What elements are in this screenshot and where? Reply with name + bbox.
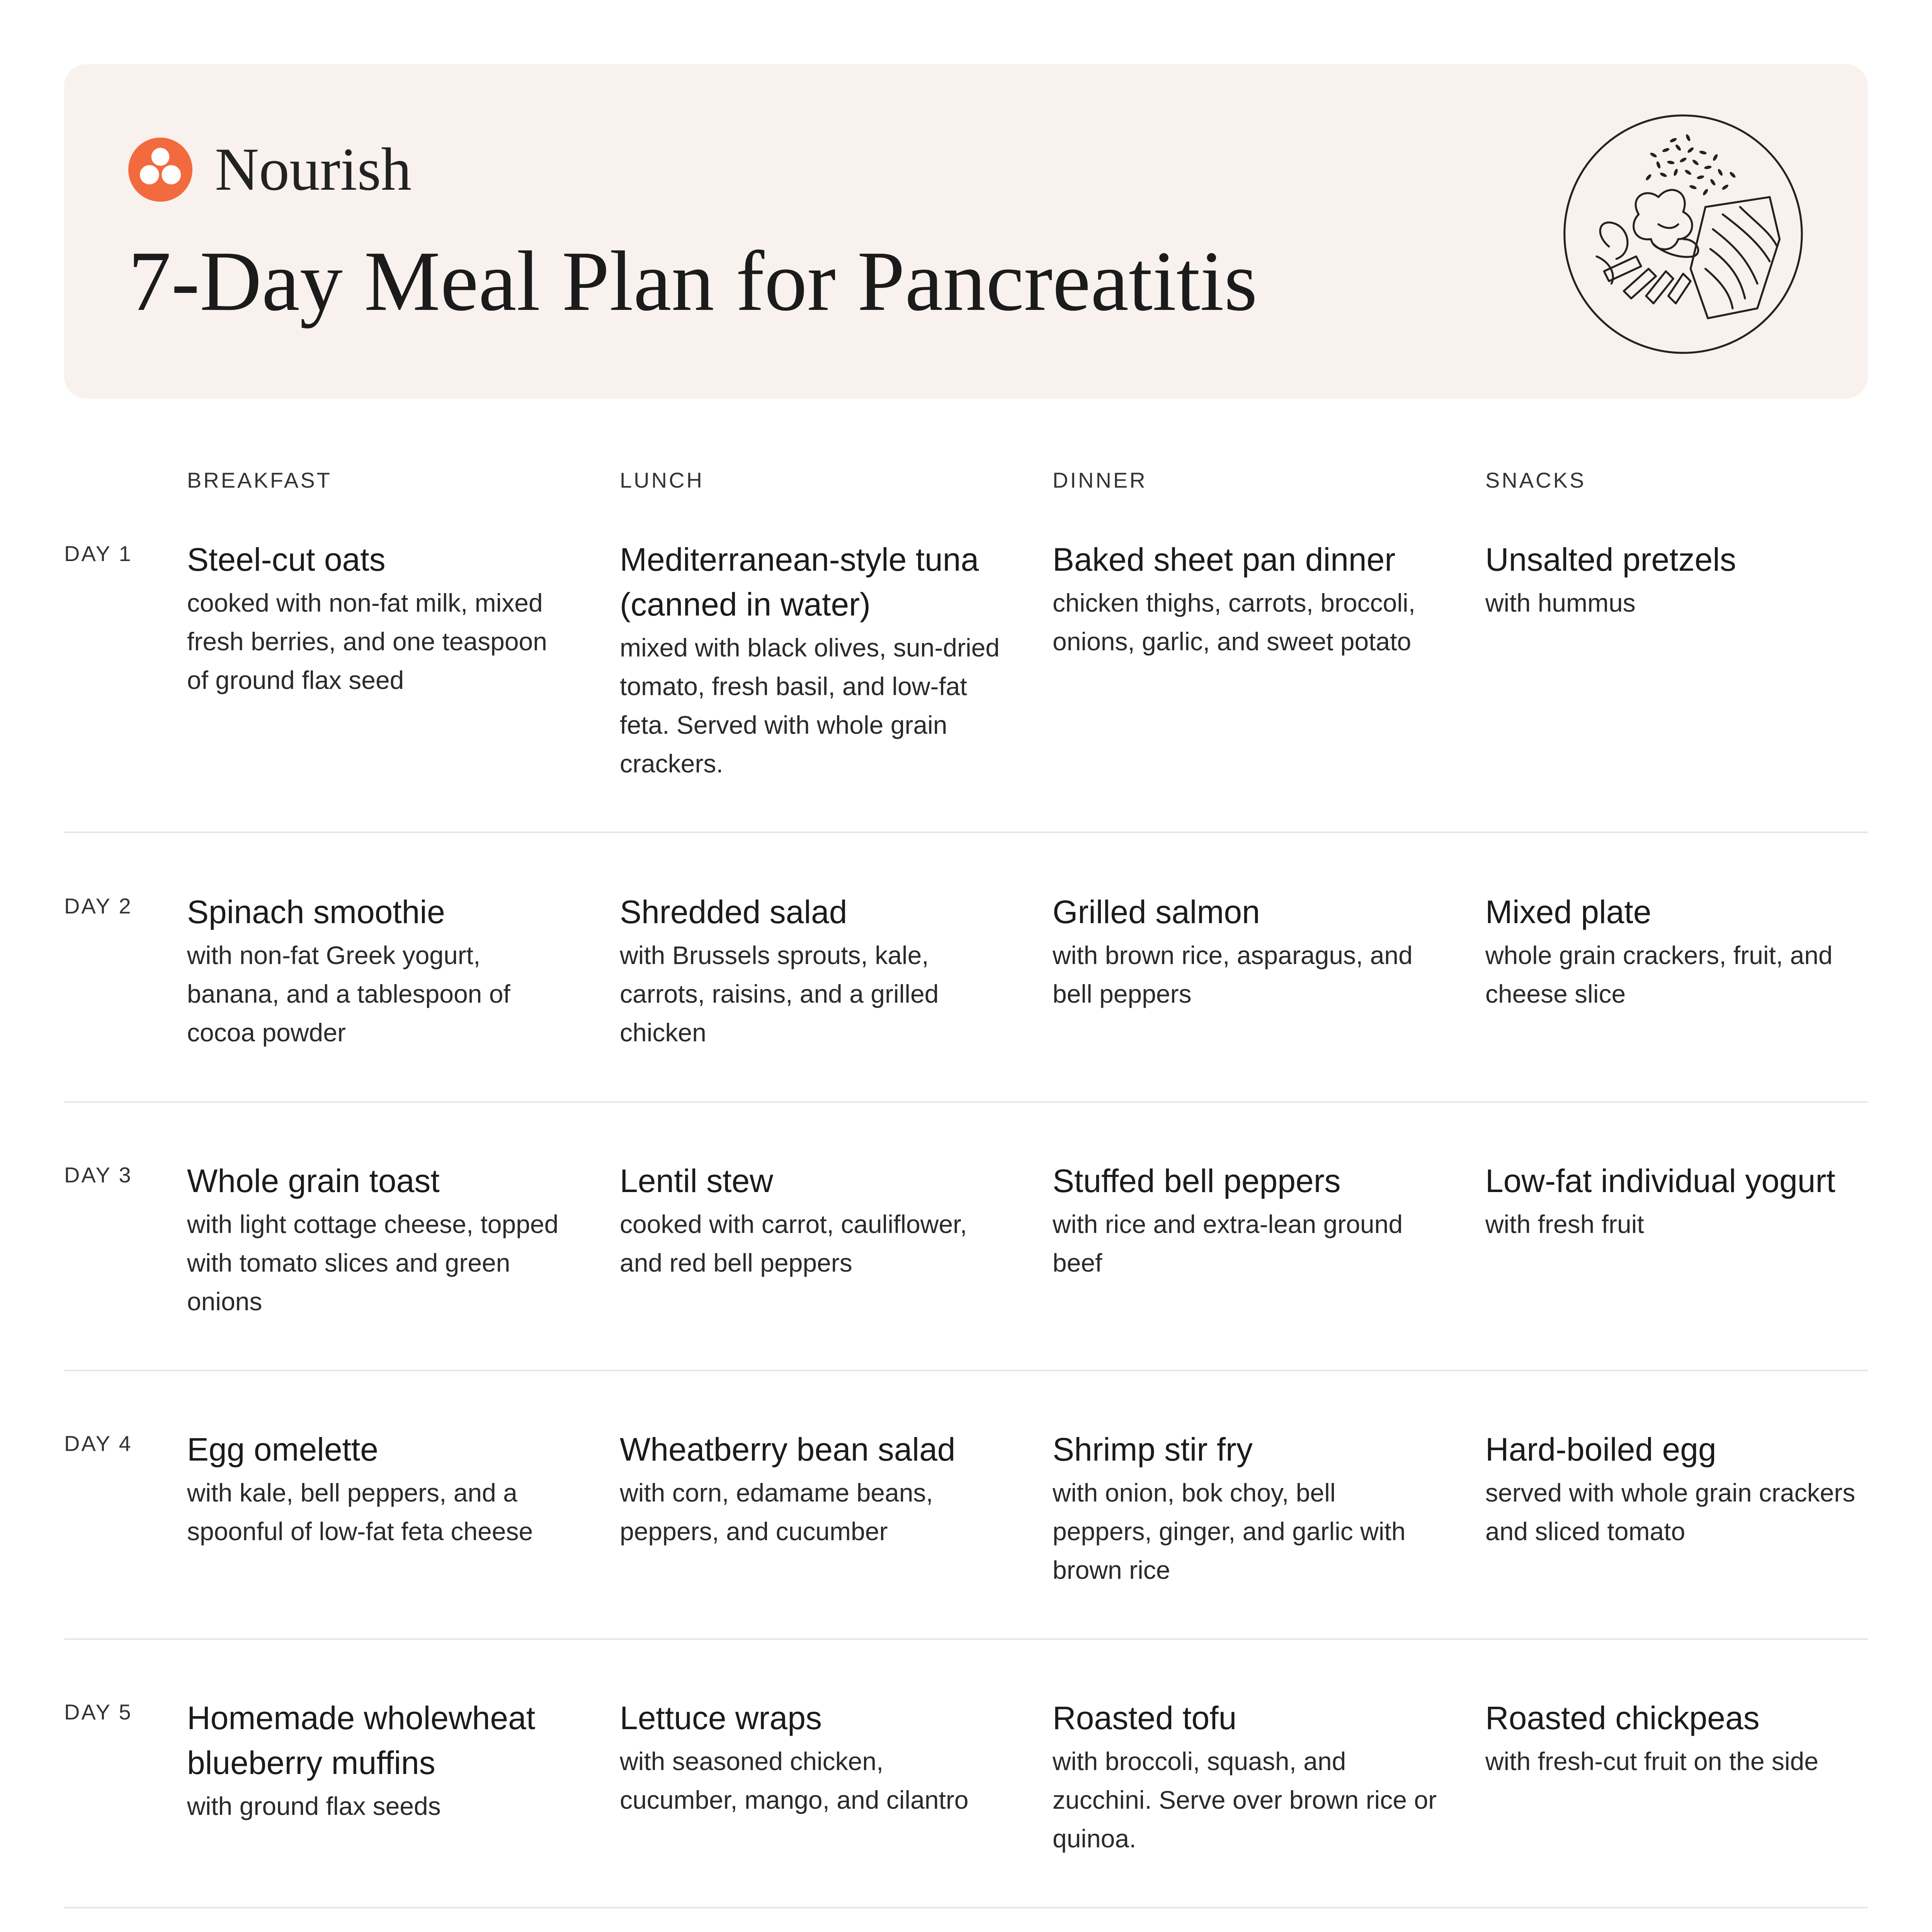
meal-description: with fresh-cut fruit on the side xyxy=(1485,1747,1819,1776)
row-divider xyxy=(64,1101,1868,1103)
meal-description: with fresh fruit xyxy=(1485,1210,1644,1238)
meal-description: with Brussels sprouts, kale, carrots, raisins, and a grilled chicken xyxy=(620,941,939,1047)
column-header-breakfast: BREAKFAST xyxy=(187,468,332,492)
meal-cell-dinner xyxy=(1053,537,1439,661)
meal-title: Baked sheet pan dinner xyxy=(1053,541,1396,578)
meal-title: Low-fat individual yogurt xyxy=(1485,1163,1835,1199)
meal-title: Spinach smoothie xyxy=(187,894,445,930)
meal-cell-breakfast xyxy=(187,1158,573,1321)
meal-title: Roasted chickpeas xyxy=(1485,1700,1760,1736)
meal-description: served with whole grain crackers and sliced tomato xyxy=(1485,1478,1855,1546)
meal-title: Lettuce wraps xyxy=(620,1700,822,1736)
three-circles-logo-icon xyxy=(128,138,192,202)
meal-cell-lunch xyxy=(620,889,1006,1052)
meal-cell-breakfast xyxy=(187,537,573,699)
column-header-dinner: DINNER xyxy=(1053,468,1147,492)
header-banner xyxy=(64,64,1868,399)
meal-title: Homemade wholewheat blueberry muffins xyxy=(187,1700,536,1781)
row-divider xyxy=(64,832,1868,833)
row-divider xyxy=(64,1638,1868,1640)
meal-description: with hummus xyxy=(1485,588,1636,617)
meal-description: with kale, bell peppers, and a spoonful of low-fat feta cheese xyxy=(187,1478,533,1546)
meal-cell-lunch xyxy=(620,1427,1006,1551)
meal-cell-breakfast xyxy=(187,889,573,1052)
day-label: DAY 5 xyxy=(64,1700,133,1724)
meal-description: with rice and extra-lean ground beef xyxy=(1053,1210,1403,1277)
meal-cell-lunch xyxy=(620,537,1006,783)
meal-cell-dinner xyxy=(1053,889,1439,1013)
meal-title: Whole grain toast xyxy=(187,1163,440,1199)
meal-title: Roasted tofu xyxy=(1053,1700,1237,1736)
meal-description: with ground flax seeds xyxy=(187,1792,441,1820)
meal-description: with corn, edamame beans, peppers, and cucumber xyxy=(620,1478,933,1546)
meal-description: cooked with carrot, cauliflower, and red bell peppers xyxy=(620,1210,967,1277)
meal-title: Egg omelette xyxy=(187,1431,378,1468)
meal-description: with brown rice, asparagus, and bell peppers xyxy=(1053,941,1413,1008)
meal-cell-breakfast xyxy=(187,1696,573,1825)
meal-cell-snacks xyxy=(1485,1696,1872,1781)
meal-description: cooked with non-fat milk, mixed fresh berries, and one teaspoon of ground flax seed xyxy=(187,588,547,694)
row-divider xyxy=(64,1907,1868,1908)
food-plate-icon xyxy=(1560,111,1807,358)
meal-title: Hard-boiled egg xyxy=(1485,1431,1716,1468)
column-header-snacks: SNACKS xyxy=(1485,468,1586,492)
meal-cell-snacks xyxy=(1485,537,1872,622)
meal-cell-dinner xyxy=(1053,1427,1439,1589)
meal-description: with seasoned chicken, cucumber, mango, and cilantro xyxy=(620,1747,969,1814)
meal-cell-snacks xyxy=(1485,1427,1872,1551)
meal-title: Stuffed bell peppers xyxy=(1053,1163,1341,1199)
row-divider xyxy=(64,1370,1868,1371)
day-label: DAY 1 xyxy=(64,541,133,566)
meal-cell-snacks xyxy=(1485,1158,1872,1243)
meal-title: Shredded salad xyxy=(620,894,847,930)
page-title: 7-Day Meal Plan for Pancreatitis xyxy=(128,234,1258,329)
day-label: DAY 3 xyxy=(64,1163,133,1187)
meal-title: Wheatberry bean salad xyxy=(620,1431,956,1468)
day-label: DAY 4 xyxy=(64,1431,133,1456)
meal-description: with onion, bok choy, bell peppers, ginger, and garlic with brown rice xyxy=(1053,1478,1406,1584)
meal-cell-dinner xyxy=(1053,1158,1439,1282)
meal-title: Steel-cut oats xyxy=(187,541,386,578)
meal-title: Lentil stew xyxy=(620,1163,773,1199)
meal-cell-breakfast xyxy=(187,1427,573,1551)
meal-description: with light cottage cheese, topped with tomato slices and green onions xyxy=(187,1210,559,1316)
meal-title: Mediterranean-style tuna (canned in water) xyxy=(620,541,979,622)
meal-cell-lunch xyxy=(620,1158,1006,1282)
meal-title: Grilled salmon xyxy=(1053,894,1260,930)
meal-cell-lunch xyxy=(620,1696,1006,1819)
meal-title: Shrimp stir fry xyxy=(1053,1431,1253,1468)
meal-description: chicken thighs, carrots, broccoli, onions, garlic, and sweet potato xyxy=(1053,588,1416,656)
column-header-lunch: LUNCH xyxy=(620,468,704,492)
meal-description: with broccoli, squash, and zucchini. Serve over brown rice or quinoa. xyxy=(1053,1747,1437,1853)
meal-description: with non-fat Greek yogurt, banana, and a tablespoon of cocoa powder xyxy=(187,941,510,1047)
brand-name: Nourish xyxy=(215,136,412,203)
brand xyxy=(128,138,412,202)
day-label: DAY 2 xyxy=(64,894,133,918)
meal-title: Unsalted pretzels xyxy=(1485,541,1736,578)
meal-description: whole grain crackers, fruit, and cheese slice xyxy=(1485,941,1833,1008)
meal-description: mixed with black olives, sun-dried tomato, fresh basil, and low-fat feta. Served with whole grain crackers. xyxy=(620,633,1000,778)
meal-cell-dinner xyxy=(1053,1696,1439,1858)
meal-cell-snacks xyxy=(1485,889,1872,1013)
meal-title: Mixed plate xyxy=(1485,894,1651,930)
